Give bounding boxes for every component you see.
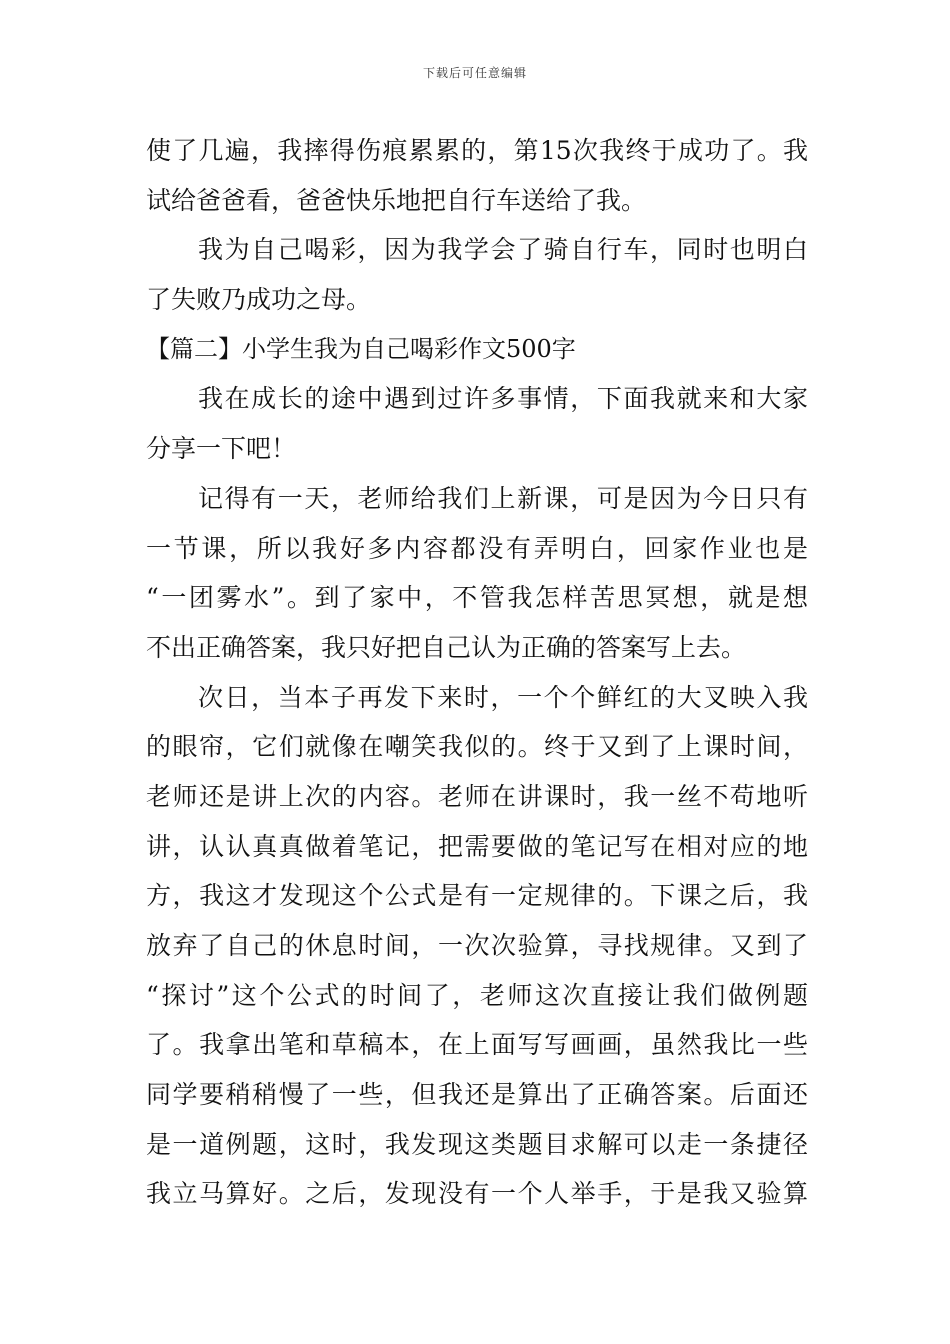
page-header-watermark: 下载后可任意编辑 [422,66,527,80]
document-body [146,126,808,1219]
text-line: 方，我这才发现这个公式是有一定规律的。下课之后，我 [146,881,808,911]
paragraph-start-line: 记得有一天，老师给我们上新课，可是因为今日只有 [198,483,808,513]
text-line: 使了几遍，我摔得伤痕累累的，第15次我终于成功了。我 [146,136,808,165]
text-line: 不出正确答案，我只好把自己认为正确的答案写上去。 [146,632,747,662]
paragraph-start-line: 次日，当本子再发下来时，一个个鲜红的大叉映入我 [198,682,808,712]
text-line: “探讨”这个公式的时间了，老师这次直接让我们做例题 [146,980,808,1010]
paragraph-start-line: 我在成长的途中遇到过许多事情，下面我就来和大家 [198,384,808,414]
text-line: 分享一下吧！ [146,434,297,464]
text-line: 讲，认认真真做着笔记，把需要做的笔记写在相对应的地 [146,831,808,861]
section-heading: 【篇二】小学生我为自己喝彩作文500字 [146,334,576,363]
text-line: “一团雾水”。到了家中，不管我怎样苦思冥想，就是想 [146,583,808,613]
text-line: 了。我拿出笔和草稿本，在上面写写画画，虽然我比一些 [146,1030,808,1060]
text-line: 一节课，所以我好多内容都没有弄明白，回家作业也是 [146,533,808,563]
text-line: 同学要稍稍慢了一些，但我还是算出了正确答案。后面还 [146,1080,808,1110]
text-line: 是一道例题，这时，我发现这类题目求解可以走一条捷径 [146,1129,808,1159]
text-line: 放弃了自己的休息时间，一次次验算，寻找规律。又到了 [146,931,808,960]
paragraph-start-line: 我为自己喝彩，因为我学会了骑自行车，同时也明白 [198,235,808,265]
text-line: 的眼帘，它们就像在嘲笑我似的。终于又到了上课时间， [146,732,808,762]
text-line: 了失败乃成功之母。 [146,285,372,315]
text-line: 我立马算好。之后，发现没有一个人举手，于是我又验算 [146,1179,808,1209]
text-line: 老师还是讲上次的内容。老师在讲课时，我一丝不苟地听 [146,781,808,811]
text-line: 试给爸爸看，爸爸快乐地把自行车送给了我。 [146,185,647,215]
